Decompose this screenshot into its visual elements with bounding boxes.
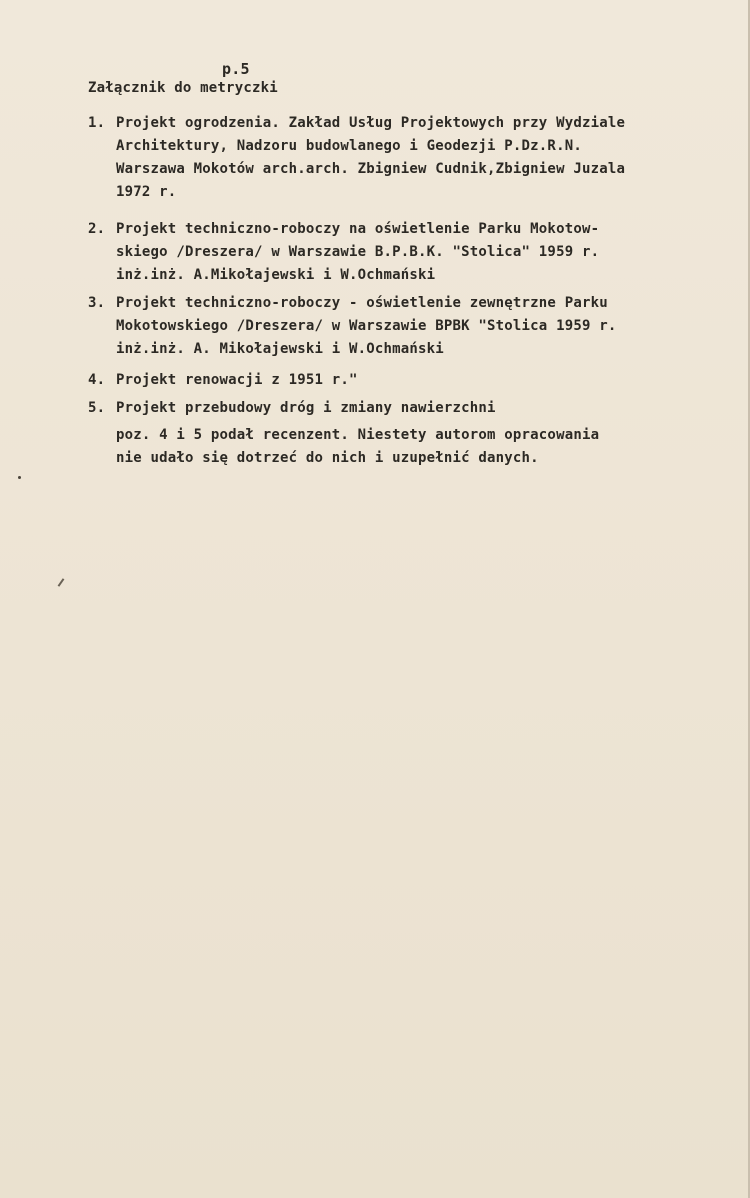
note — [116, 424, 599, 470]
item-line — [88, 292, 616, 315]
heading: Załącznik do metryczki — [88, 80, 278, 96]
list-item-2 — [88, 218, 599, 287]
item-text: Architektury, Nadzoru budowlanego i Geodezji P.Dz.R.N. — [116, 138, 582, 154]
item-text: inż.inż. A. Mikołajewski i W.Ochmański — [116, 341, 444, 357]
item-line — [88, 369, 358, 392]
item-text: 1972 r. — [116, 184, 177, 200]
item-text: Warszawa Mokotów arch.arch. Zbigniew Cudnik,Zbigniew Juzala — [116, 161, 626, 177]
item-line — [88, 264, 599, 287]
item-text: Projekt techniczno-roboczy na oświetlenie Parku Mokotow- — [116, 221, 600, 237]
item-line — [88, 315, 616, 338]
item-line — [88, 158, 625, 181]
list-item-3 — [88, 292, 616, 361]
item-number: 1. — [88, 115, 106, 131]
stray-mark — [58, 578, 65, 587]
item-text: inż.inż. A.Mikołajewski i W.Ochmański — [116, 267, 436, 283]
item-line — [88, 112, 625, 135]
item-text: Mokotowskiego /Dreszera/ w Warszawie BPBK "Stolica 1959 r. — [116, 318, 617, 334]
item-text: Projekt ogrodzenia. Zakład Usług Projektowych przy Wydziale — [116, 115, 626, 131]
item-text: Projekt techniczno-roboczy - oświetlenie zewnętrzne Parku — [116, 295, 608, 311]
item-line — [88, 218, 599, 241]
item-line — [88, 241, 599, 264]
item-line — [88, 338, 616, 361]
note-line: nie udało się dotrzeć do nich i uzupełnić danych. — [116, 450, 539, 466]
item-number: 5. — [88, 400, 106, 416]
item-line — [88, 397, 496, 420]
list-item-5 — [88, 397, 496, 420]
item-text: skiego /Dreszera/ w Warszawie B.P.B.K. "Stolica" 1959 r. — [116, 244, 600, 260]
item-number: 3. — [88, 295, 106, 311]
page-number: p.5 — [222, 60, 250, 78]
list-item-1 — [88, 112, 625, 204]
item-line — [88, 181, 625, 204]
note-line: poz. 4 i 5 podał recenzent. Niestety autorom opracowania — [116, 427, 600, 443]
stray-mark — [18, 476, 21, 479]
item-text: Projekt przebudowy dróg i zmiany nawierzchni — [116, 400, 496, 416]
item-number: 2. — [88, 221, 106, 237]
list-item-4 — [88, 369, 358, 392]
item-line — [88, 135, 625, 158]
item-text: Projekt renowacji z 1951 r." — [116, 372, 358, 388]
item-number: 4. — [88, 372, 106, 388]
